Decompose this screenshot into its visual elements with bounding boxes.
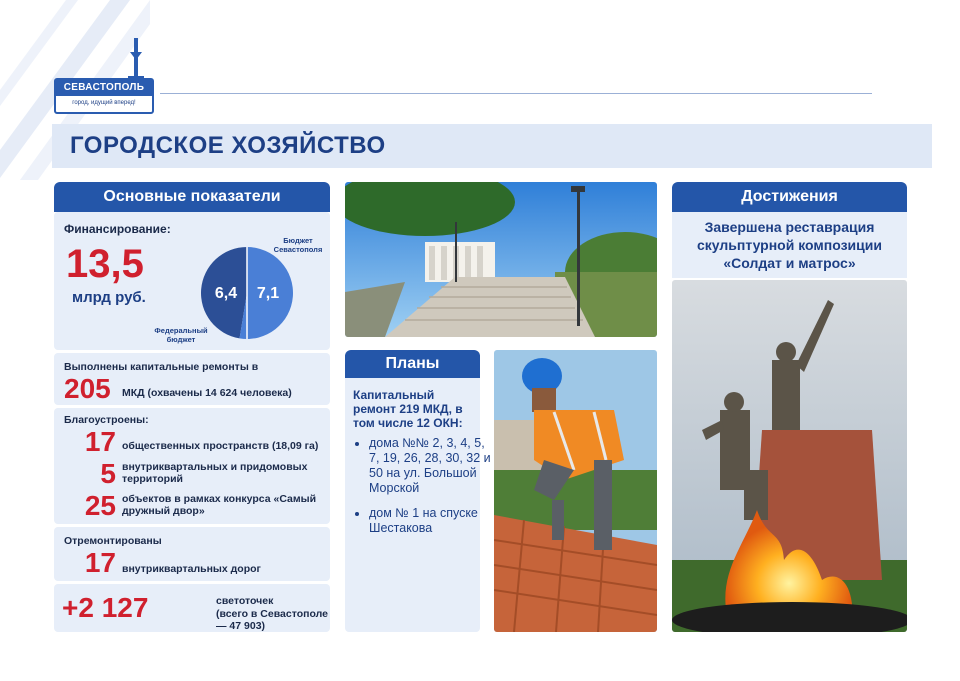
legend-federal: Федеральный бюджет xyxy=(154,326,208,344)
lights-value: +2 127 xyxy=(62,592,149,623)
logo-city: СЕВАСТОПОЛЬ xyxy=(56,80,152,96)
improvement-value: 5 xyxy=(100,458,116,489)
legend-sevastopol: Бюджет Севастополя xyxy=(273,236,323,254)
plans-card xyxy=(345,378,491,632)
lights-text: светоточек xyxy=(216,595,274,607)
plans-item: • дом № 1 на спуске Шестакова xyxy=(369,506,493,536)
achievements-text: Завершена реставрация скульптурной композиции «Солдат и матрос» xyxy=(697,219,882,271)
improvement-text: объектов в рамках конкурса «Самый дружный двор» xyxy=(122,493,317,517)
plans-item: • дома №№ 2, 3, 4, 5, 7, 19, 26, 28, 30, 32 и 50 на ул. Большой Морской xyxy=(369,436,493,496)
funding-label: Финансирование: xyxy=(64,222,171,236)
achievements-card xyxy=(672,212,907,278)
improvements-label: Благоустроены: xyxy=(64,414,149,426)
funding-value: 13,5 xyxy=(66,242,144,286)
improvement-value: 25 xyxy=(84,490,116,521)
city-logo xyxy=(54,38,160,110)
improvements-card xyxy=(54,408,330,524)
improvement-text: общественных пространств (18,09 га) xyxy=(122,440,319,452)
plans-list xyxy=(351,436,493,546)
repairs-label: Выполнены капитальные ремонты в xyxy=(64,361,259,373)
achievements-header: Достижения xyxy=(672,182,907,212)
roads-card xyxy=(54,527,330,581)
roads-value: 17 xyxy=(84,547,116,578)
pie-label-federal: 6,4 xyxy=(214,285,238,302)
funding-unit: млрд руб. xyxy=(72,289,146,306)
roads-text: внутриквартальных дорог xyxy=(122,563,261,575)
page-title: ГОРОДСКОЕ ХОЗЯЙСТВО xyxy=(70,132,386,159)
funding-pie-chart xyxy=(200,246,294,340)
logo-slogan: город, идущий вперед! xyxy=(72,100,136,106)
photo-roof-worker xyxy=(494,350,657,632)
repairs-card xyxy=(54,353,330,405)
repairs-text: МКД (охвачены 14 624 человека) xyxy=(122,387,292,399)
pie-label-sevastopol: 7,1 xyxy=(256,285,280,302)
repairs-value: 205 xyxy=(64,373,111,404)
lights-total: (всего в Севастополе — 47 903) xyxy=(216,608,329,632)
funding-card xyxy=(54,212,330,350)
header-divider xyxy=(160,93,872,94)
lights-card xyxy=(54,584,330,632)
improvement-value: 17 xyxy=(84,426,116,457)
improvement-text: внутриквартальных и придомовых территорий xyxy=(122,461,308,485)
indicators-header: Основные показатели xyxy=(54,182,330,212)
monument-icon xyxy=(124,38,150,82)
plans-intro: Капитальный ремонт 219 МКД, в том числе 12 ОКН: xyxy=(353,388,463,430)
photo-monument xyxy=(672,280,907,632)
photo-stairs xyxy=(345,182,657,337)
roads-label: Отремонтированы xyxy=(64,535,162,547)
plans-header: Планы xyxy=(345,350,480,378)
